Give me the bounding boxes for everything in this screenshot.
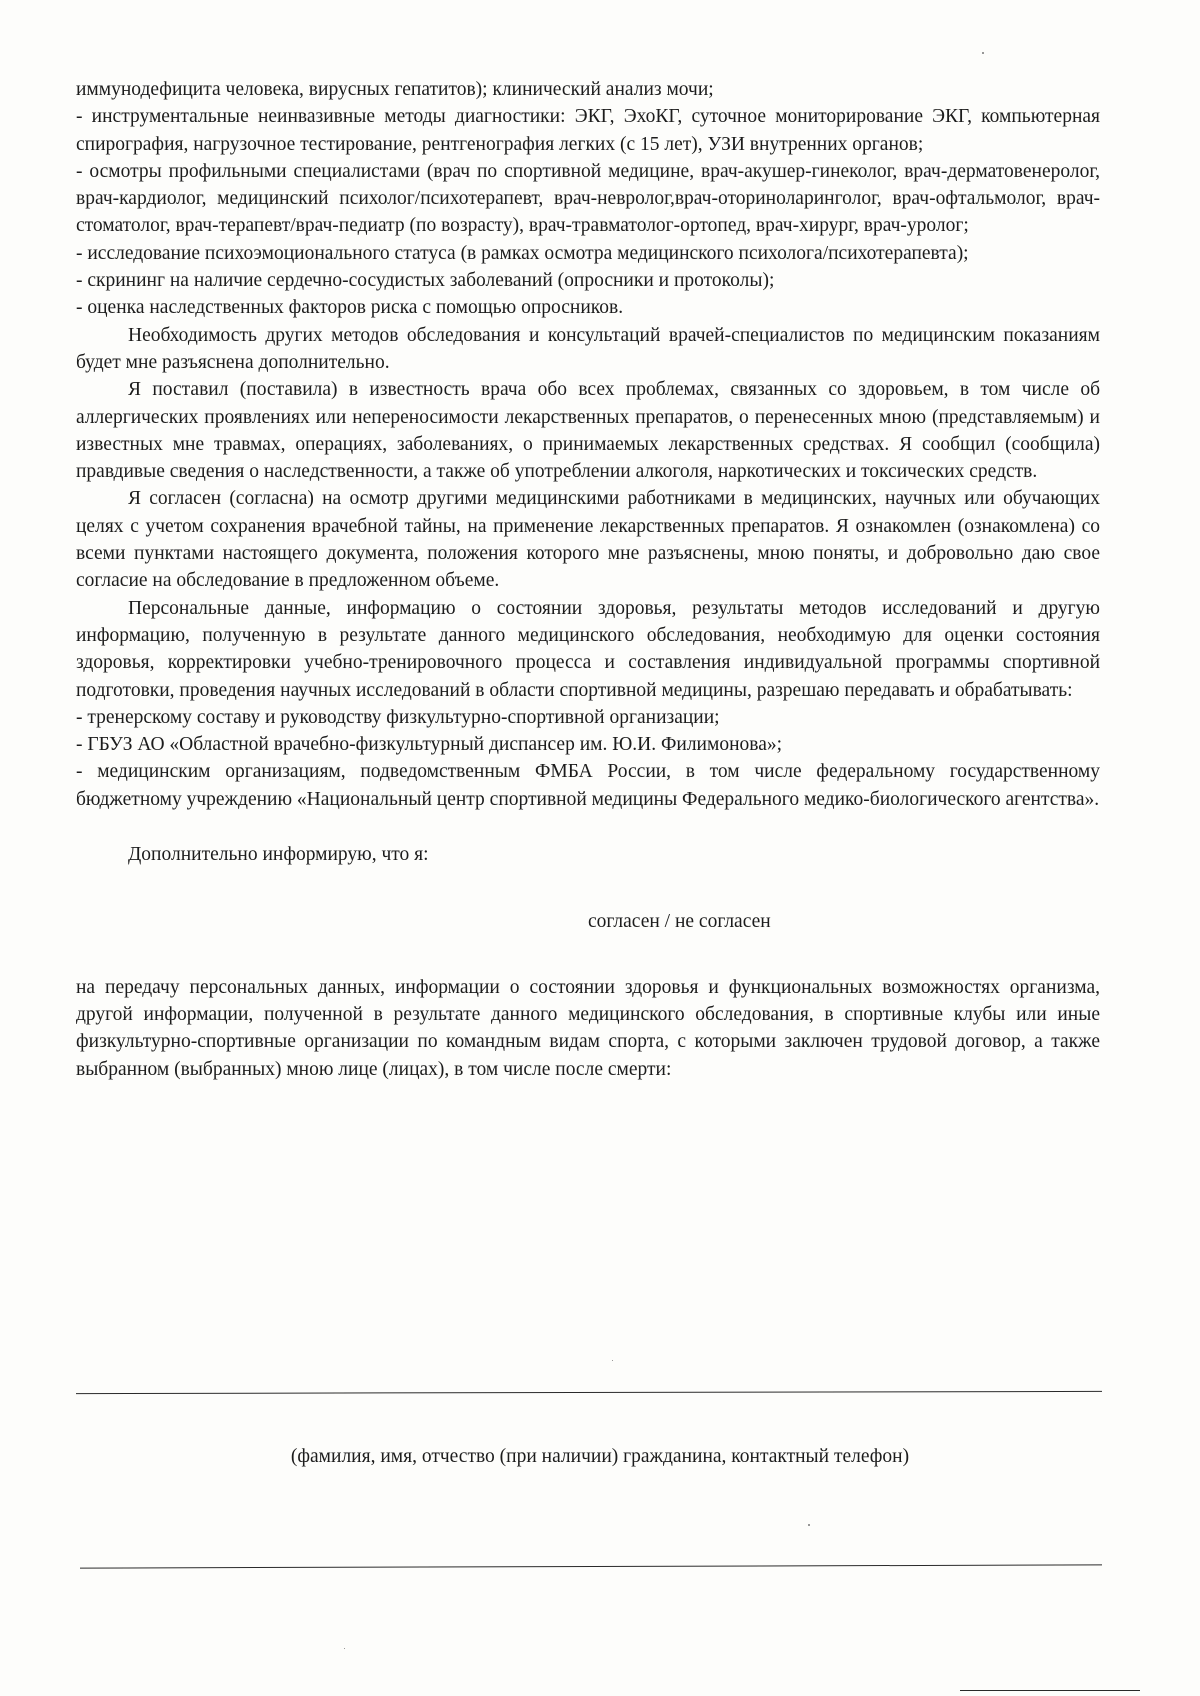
- additional-info-label: Дополнительно информирую, что я:: [128, 844, 429, 866]
- paragraph-personal-data: Персональные данные, информацию о состоянии здоровья, результаты методов исследований и другую информацию, полученную в результате данного медицинского обследования, необходимую для оценки состояния здоровья, корректировки учебно-тренировочного процесса и составления индивидуальной программы спортивной подготовки, проведения научных исследований в области спортивной медицины, разрешаю передавать и обрабатывать:: [76, 597, 1100, 701]
- signature-line-1[interactable]: [76, 1391, 1102, 1394]
- paragraph-consent-exam: Я согласен (согласна) на осмотр другими медицинскими работниками в медицинских, научных или обучающих целях с учетом сохранения врачебной тайны, на применение лекарственных препаратов. Я ознакомлен (ознакомлена) со всеми пунктами настоящего документа, положения которого мне разъяснены, мною поняты, и добровольно даю свое согласие на обследование в предложенном объеме.: [76, 488, 1100, 592]
- scan-speck: [982, 52, 984, 54]
- consent-choice[interactable]: согласен / не согласен: [588, 911, 771, 933]
- paragraph-data-transfer: на передачу персональных данных, информации о состоянии здоровья и функциональных возможностях организма, другой информации, полученной в результате данного медицинского обследования, в спортивные клубы или иные физкультурно-спортивные организации по командным видам спорта, с которыми заключен трудовой договор, а также выбранном (выбранных) мною лице (лицах), в том числе после смерти:: [76, 976, 1100, 1080]
- recipient-item-fmba: - медицинским организациям, подведомственным ФМБА России, в том числе федеральному государственному бюджетному учреждению «Национальный центр спортивной медицины Федерального медико-биологического агентства».: [76, 761, 1100, 810]
- scan-edge-mark: [960, 1690, 1140, 1691]
- scan-speck: [344, 1648, 345, 1649]
- list-item-instrumental-methods: - инструментальные неинвазивные методы диагностики: ЭКГ, ЭхоКГ, суточное мониторирование ЭКГ, компьютерная спирография, нагрузочное тестирование, рентгенография легких (с 15 лет), УЗИ внутренних органов;: [76, 106, 1100, 155]
- scan-speck: [808, 1524, 810, 1526]
- signature-line-2[interactable]: [80, 1564, 1102, 1568]
- list-item-hereditary-risk: - оценка наследственных факторов риска с помощью опросников.: [76, 297, 624, 319]
- list-item-psycho-status: - исследование психоэмоционального статуса (в рамках осмотра медицинского психолога/психотерапевта);: [76, 242, 969, 264]
- paragraph-other-methods: Необходимость других методов обследования и консультаций врачей-специалистов по медицинским показаниям будет мне разъяснена дополнительно.: [76, 324, 1100, 373]
- signature-caption: (фамилия, имя, отчество (при наличии) гражданина, контактный телефон): [290, 1446, 910, 1467]
- paragraph-informed-doctor: Я поставил (поставила) в известность врача обо всех проблемах, связанных со здоровьем, в том числе об аллергических проявлениях или непереносимости лекарственных препаратов, о перенесенных мною (представляемым) и известных мне травмах, операциях, заболеваниях, о принимаемых лекарственных средствах. Я сообщил (сообщила) правдивые сведения о наследственности, а также об употреблении алкоголя, наркотических и токсических средств.: [76, 379, 1100, 483]
- consent-document: [76, 76, 1100, 1083]
- list-item-cardio-screening: - скрининг на наличие сердечно-сосудистых заболеваний (опросники и протоколы);: [76, 270, 775, 292]
- list-item-specialist-exams: - осмотры профильными специалистами (врач по спортивной медицине, врач-акушер-гинеколог, врач-дерматовенеролог, врач-кардиолог, медицинский психолог/психотерапевт, врач-невролог,врач-оториноларинголог, врач-офтальмолог, врач-стоматолог, врач-терапевт/врач-педиатр (по возрасту), врач-травматолог-ортопед, врач-хирург, врач-уролог;: [76, 160, 1100, 237]
- recipient-item-dispensary: - ГБУЗ АО «Областной врачебно-физкультурный диспансер им. Ю.И. Филимонова»;: [76, 734, 783, 756]
- recipient-item-coaches: - тренерскому составу и руководству физкультурно-спортивной организации;: [76, 706, 720, 728]
- scan-speck: [612, 1360, 613, 1361]
- text-line-1: иммунодефицита человека, вирусных гепатитов); клинический анализ мочи;: [76, 79, 714, 100]
